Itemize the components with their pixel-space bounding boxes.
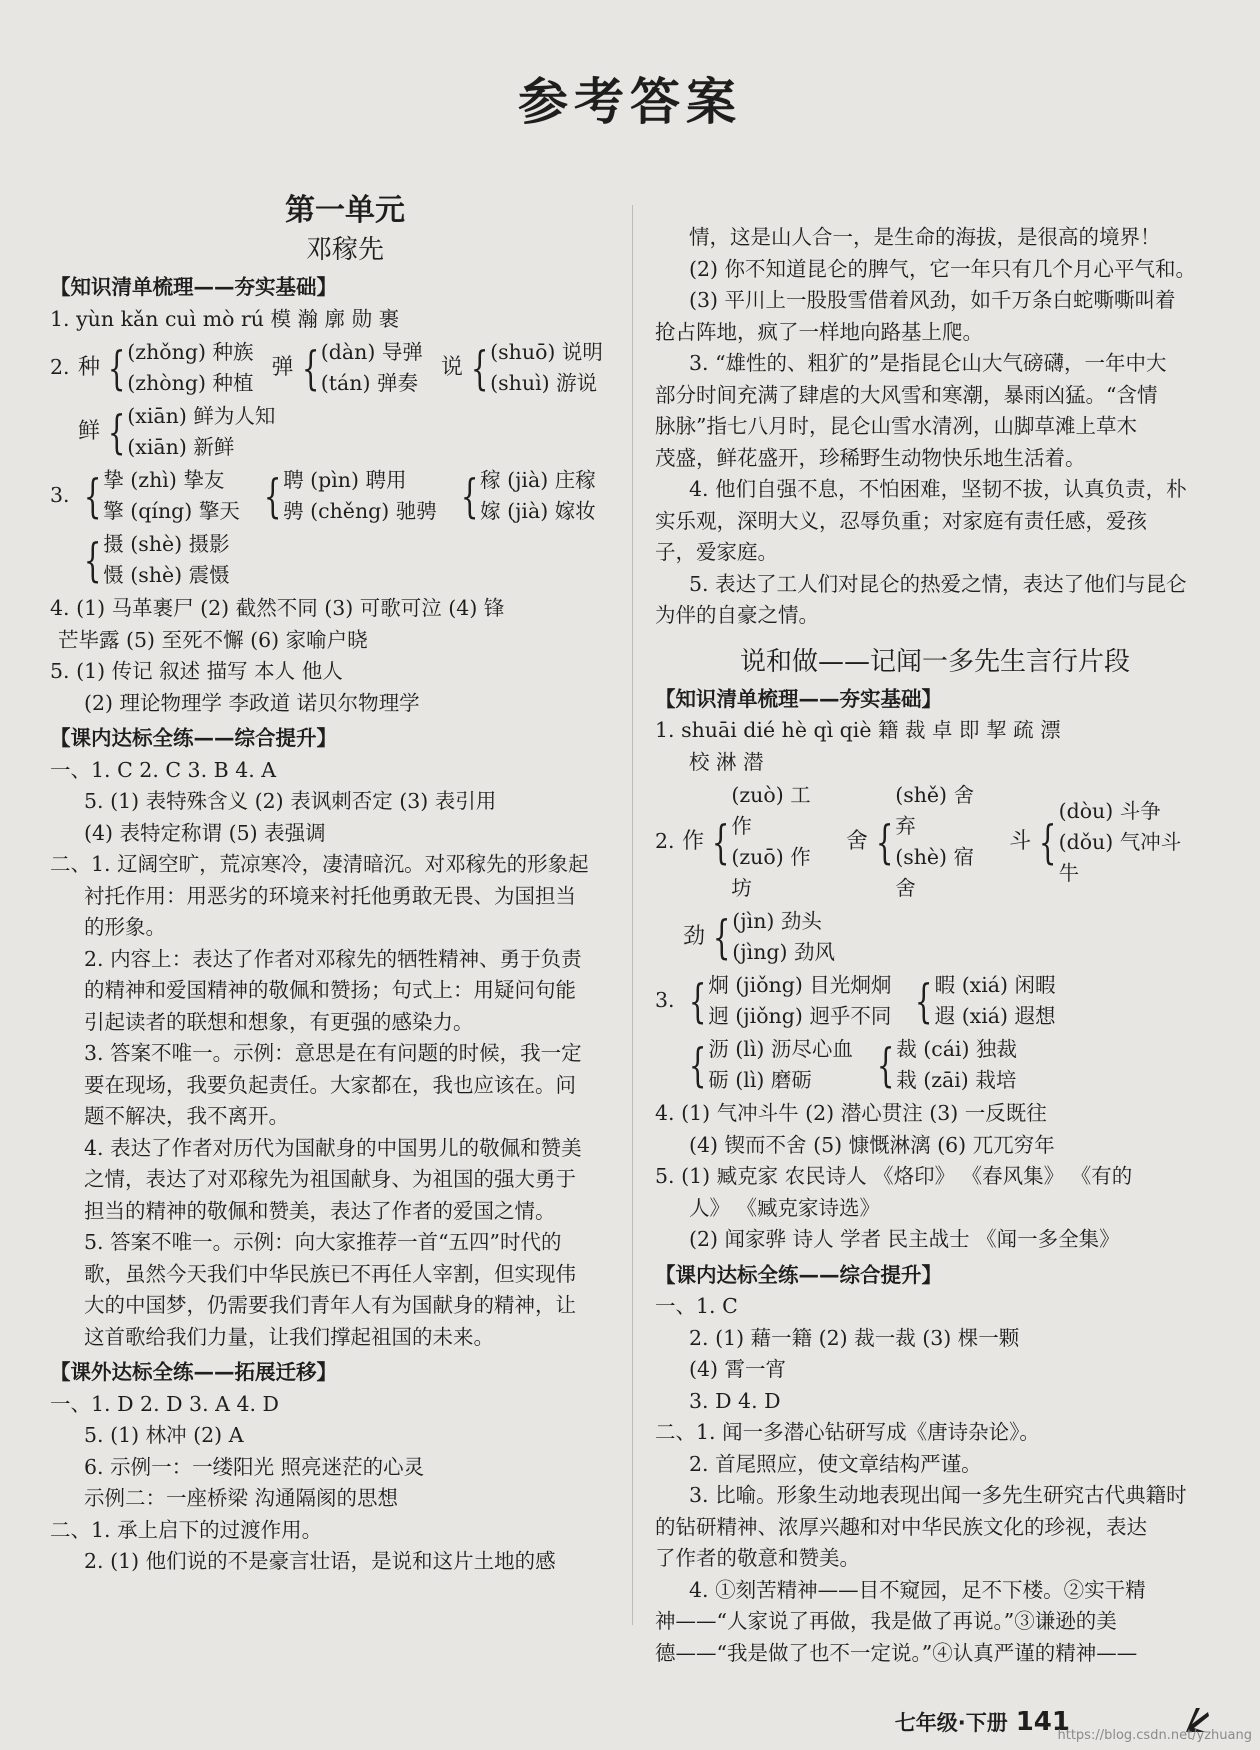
answer-line: 2. (1) 他们说的不是豪言壮语，是说和这片土地的感 [84, 1549, 556, 1573]
answer-line: 5. (1) 林冲 (2) A [84, 1423, 244, 1447]
answer-line: (3) 平川上一股股雪借着风劲，如千万条白蛇嘶嘶叫着 [689, 288, 1176, 312]
answer-line: 3. 答案不唯一。示例：意思是在有问题的时候，我一定 [84, 1041, 582, 1065]
answer-line: 校 淋 潜 [689, 749, 764, 774]
answer-line: 德——“我是做了也不一定说。”④认真严谨的精神—— [655, 1640, 1138, 1665]
character-group-r3: 3. { 炯 (jiǒng) 目光炯炯 迥 (jiǒng) 迥乎不同 { 暇 (xiá) 闲暇 遐 (xiá) 遐想 [655, 973, 1056, 1028]
answer-line: 5. (1) 传记 叙述 描写 本人 他人 [50, 659, 343, 683]
answer-line: 2. 首尾照应，使文章结构严谨。 [689, 1451, 982, 1476]
brace-icon: { [107, 341, 126, 395]
brace-icon: { [83, 469, 102, 523]
answer-line: 示例二：一座桥梁 沟通隔阂的思想 [84, 1486, 399, 1510]
section-class-practice: 【课内达标全练——综合提升】 [50, 726, 337, 750]
answer-line: 为伴的自豪之情。 [655, 603, 819, 627]
answer-line: (2) 闻家骅 诗人 学者 民主战士 《闻一多全集》 [689, 1227, 1120, 1251]
brace-icon: { [1039, 815, 1057, 869]
answer-line: (4) 霄一宵 [689, 1357, 787, 1381]
answer-line: 题不解决，我不离开。 [84, 1104, 289, 1128]
brace-icon: { [688, 1038, 707, 1092]
page-title: 参考答案 [518, 73, 742, 131]
answer-line: 一、1. D 2. D 3. A 4. D [50, 1391, 279, 1416]
grade-label: 七年级·下册 [894, 1711, 1008, 1735]
answer-line: 3. D 4. D [689, 1388, 781, 1413]
brace-icon: { [83, 533, 102, 587]
answer-line: 2. (1) 藉一籍 (2) 裁一裁 (3) 棵一颗 [689, 1325, 1020, 1350]
answer-line: 二、1. 承上启下的过渡作用。 [50, 1517, 323, 1542]
answer-line: 4. (1) 气冲斗牛 (2) 潜心贯注 (3) 一反既往 [655, 1101, 1047, 1125]
answer-line: 4. 表达了作者对历代为国献身的中国男儿的敬佩和赞美 [84, 1135, 582, 1160]
answer-line: 子，爱家庭。 [655, 540, 778, 564]
answer-line: 担当的精神的敬佩和赞美，表达了作者的爱国之情。 [84, 1198, 556, 1223]
answer-line: 一、1. C [655, 1294, 738, 1318]
character-group-r3b: { 沥 (lì) 沥尽心血 砺 (lì) 磨砺 { 裁 (cái) 独裁 栽 (zāi) 栽培 [688, 1037, 1018, 1092]
pronunciation-group-r2: 2. 作 { (zuò) 工作 (zuō) 作坊 舍 { (shě) 舍弃 (shè) 宿舍 斗 { (dòu) 斗争 (dǒu) 气冲斗牛 [655, 783, 1182, 900]
answer-line: 4. ①刻苦精神——目不窥园，足不下楼。②实干精 [689, 1577, 1146, 1602]
answer-line: 的钻研精神、浓厚兴趣和对中华民族文化的珍视，表达 [655, 1514, 1147, 1539]
brace-icon: { [470, 341, 489, 395]
answer-line: 这首歌给我们力量，让我们撑起祖国的未来。 [84, 1324, 494, 1349]
answer-line: (4) 表特定称谓 (5) 表强调 [84, 820, 326, 845]
answer-line: 1. yùn kǎn cuì mò rú 模 瀚 廓 勋 裹 [50, 306, 400, 331]
brace-icon: { [915, 974, 933, 1028]
answer-line: 5. 表达了工人们对昆仑的热爱之情，表达了他们与昆仑 [689, 571, 1187, 596]
answer-line: (2) 你不知道昆仑的脾气，它一年只有几个月心平气和。 [689, 256, 1197, 281]
answer-line: 人》 《臧克家诗选》 [689, 1195, 881, 1220]
brace-icon: { [107, 405, 126, 459]
answer-line: 6. 示例一：一缕阳光 照亮迷茫的心灵 [84, 1454, 425, 1479]
answer-line: 4. (1) 马革裹尸 (2) 截然不同 (3) 可歌可泣 (4) 锋 [50, 596, 505, 620]
answer-line: 3. 比喻。形象生动地表现出闻一多先生研究古代典籍时 [689, 1483, 1187, 1507]
page-footer [895, 1707, 1070, 1737]
answer-line: 要在现场，我要负起责任。大家都在，我也应该在。问 [84, 1072, 576, 1097]
answer-line: 情，这是山人合一，是生命的海拔，是很高的境界！ [689, 225, 1161, 249]
answer-line: (2) 理论物理学 李政道 诺贝尔物理学 [84, 690, 420, 715]
answer-line: 二、1. 辽阔空旷，荒凉寒冷，凄清暗沉。对邓稼先的形象起 [50, 852, 589, 876]
answer-line: 茂盛，鲜花盛开，珍稀野生动物快乐地生活着。 [655, 445, 1086, 470]
answer-line: 芒毕露 (5) 至死不懈 (6) 家喻户晓 [58, 627, 368, 652]
character-group-3b: { 摄 (shè) 摄影 慑 (shè) 震慑 [83, 532, 230, 587]
answer-line: 5. 答案不唯一。示例：向大家推荐一首“五四”时代的 [84, 1230, 562, 1254]
pronunciation-group-2: 2. 种 { (zhǒng) 种族 (zhòng) 种植 弹 { (dàn) 导弹 (tán) 弹奏 说 { (shuō) 说明 (shuì) 游说 [50, 340, 603, 395]
answer-line: 歌，虽然今天我们中华民族已不再任人宰割，但实现伟 [84, 1261, 576, 1286]
answer-line: 1. shuāi dié hè qì qiè 籍 裁 卓 即 挈 疏 漂 [655, 718, 1061, 742]
answer-line: 引起读者的联想和想象，有更强的感染力。 [84, 1009, 474, 1034]
brace-icon: { [301, 341, 319, 395]
answer-line: (4) 锲而不舍 (5) 慷慨淋漓 (6) 兀兀穷年 [689, 1132, 1055, 1157]
right-column [655, 222, 1215, 1669]
pronunciation-group-2b: 鲜 { (xiān) 鲜为人知 (xiān) 新鲜 [78, 404, 276, 459]
answer-line: 实乐观，深明大义，忍辱负重；对家庭有责任感，爱孩 [655, 508, 1147, 533]
answer-line: 4. 他们自强不息，不怕困难，坚韧不拔，认真负责，朴 [689, 477, 1187, 501]
answer-line: 大的中国梦，仍需要我们青年人有为国献身的精神，让 [84, 1293, 576, 1317]
answer-line: 一、1. C 2. C 3. B 4. A [50, 757, 277, 782]
lesson-title-2: 说和做——记闻一多先生言行片段 [739, 646, 1130, 677]
answer-line: 部分时间充满了肆虐的大风雪和寒潮，暴雨凶猛。“含情 [655, 382, 1158, 407]
brace-icon: { [711, 815, 730, 869]
answer-line: 的形象。 [84, 915, 166, 939]
brace-icon: { [263, 469, 282, 523]
section-knowledge: 【知识清单梳理——夯实基础】 [50, 275, 337, 299]
answer-line: 脉脉”指七八月时，昆仑山雪水清冽，山脚草滩上草木 [655, 414, 1137, 438]
answer-line: 之情，表达了对邓稼先为祖国献身、为祖国的强大勇于 [84, 1167, 576, 1191]
left-column [50, 190, 640, 1578]
pronunciation-group-r2b: 劲 { (jìn) 劲头 (jìng) 劲风 [683, 909, 836, 964]
section-class-practice-2: 【课内达标全练——综合提升】 [655, 1262, 942, 1287]
answer-line: 衬托作用：用恶劣的环境来衬托他勇敢无畏、为国担当 [84, 883, 576, 908]
answer-line: 神——“人家说了再做，我是做了再说。”③谦逊的美 [655, 1609, 1117, 1633]
character-group-3: 3. { 挚 (zhì) 挚友 擎 (qíng) 擎天 { 聘 (pìn) 聘用 骋 (chěng) 驰骋 { 稼 (jià) 庄稼 嫁 (jià) 嫁妆 [50, 468, 596, 523]
lesson-title: 邓稼先 [305, 235, 384, 265]
answer-line: 2. 内容上：表达了作者对邓稼先的牺牲精神、勇于负责 [84, 946, 582, 971]
answer-line: 3. “雄性的、粗犷的”是指昆仑山大气磅礴，一年中大 [689, 351, 1167, 375]
brace-icon: { [460, 469, 479, 523]
answer-line: 抢占阵地，疯了一样地向路基上爬。 [655, 319, 983, 344]
section-knowledge-2: 【知识清单梳理——夯实基础】 [655, 686, 942, 711]
brace-icon: { [876, 1038, 895, 1092]
brace-icon: { [688, 974, 707, 1028]
answer-line: 了作者的敬意和赞美。 [655, 1546, 860, 1570]
page-number: 141 [1015, 1707, 1070, 1737]
answer-line: 5. (1) 表特殊含义 (2) 表讽刺否定 (3) 表引用 [84, 789, 497, 813]
section-extra-practice: 【课外达标全练——拓展迁移】 [50, 1360, 337, 1384]
answer-line: 的精神和爱国精神的敬佩和赞扬；句式上：用疑问句能 [84, 978, 576, 1002]
watermark-url: https://blog.csdn.net/yzhuang [1057, 1728, 1252, 1743]
answer-line: 5. (1) 臧克家 农民诗人 《烙印》 《春风集》 《有的 [655, 1164, 1133, 1188]
brace-icon: { [712, 910, 731, 964]
answer-line: 二、1. 闻一多潜心钻研写成《唐诗杂论》。 [655, 1420, 1040, 1444]
unit-title: 第一单元 [285, 193, 405, 228]
brace-icon: { [875, 815, 894, 869]
